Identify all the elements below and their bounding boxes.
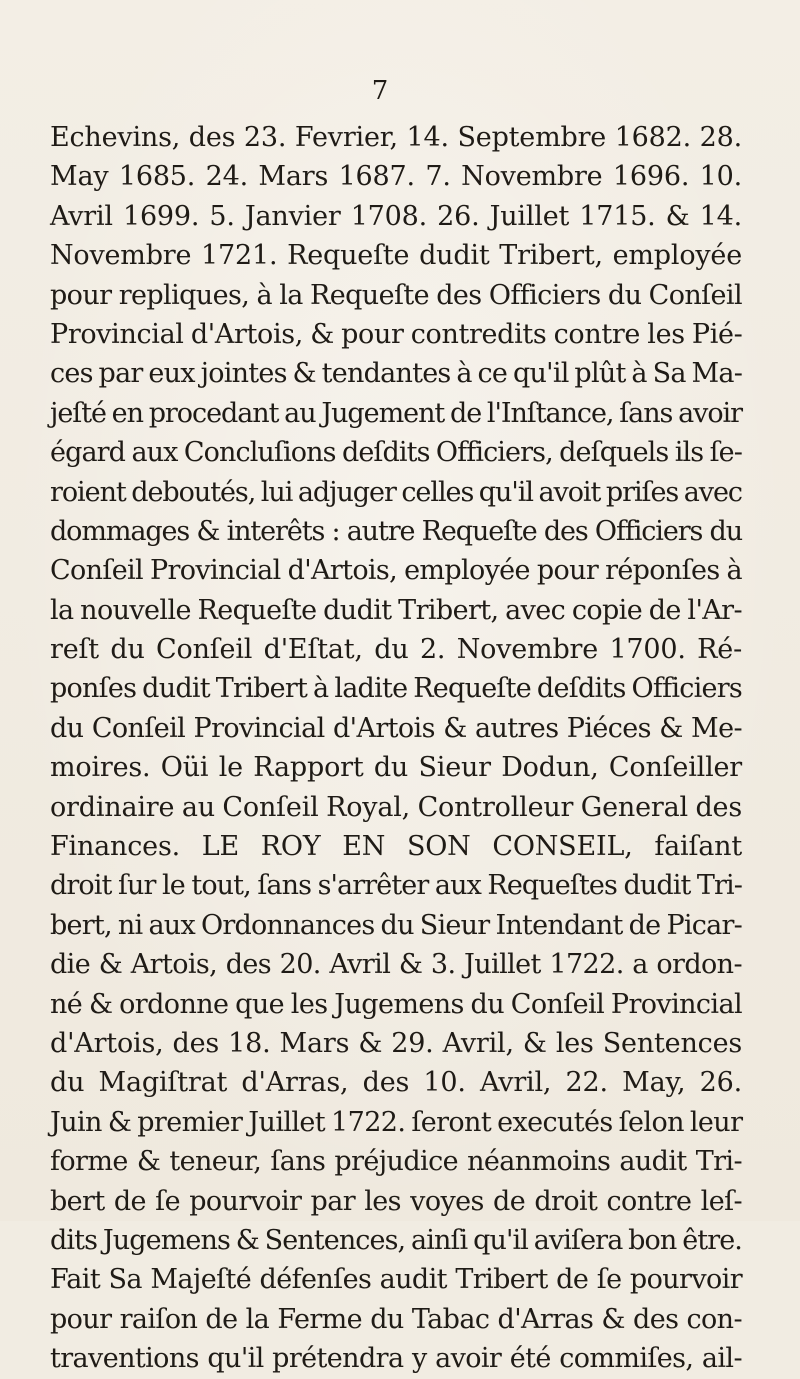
text-line: dommages & interêts : autre Requeſte des Officiers du [50,515,742,547]
text-line: Echevins, des 23. Fevrier, 14. Septembre 1682. 28. [50,122,742,153]
text-line: d'Artois, des 18. Mars & 29. Avril, & les Sentences [50,1027,742,1059]
text-line: ordinaire au Conſeil Royal, Controlleur General des [50,791,742,823]
text-line: forme & teneur, ſans préjudice néanmoins audit Tri- [50,1146,742,1178]
text-line: du Conſeil Provincial d'Artois & autres Piéces & Me- [50,712,742,744]
text-line: ces par eux jointes & tendantes à ce qu'il plût à Sa Ma- [50,358,743,390]
text-line: Provincial d'Artois, & pour contredits contre les Pié- [50,318,743,350]
body-text [50,118,742,1379]
text-line: Novembre 1721. Requeſte dudit Tribert, employée [50,240,742,272]
text-line: roient deboutés, lui adjuger celles qu'il avoit priſes avec [50,476,742,508]
text-line: droit ſur le tout, ſans s'arrêter aux Requeſtes dudit Tri- [50,870,742,902]
text-line: Juin & premier Juillet 1722. ſeront executés ſelon leur [50,1106,743,1138]
text-line: égard aux Concluſions deſdits Officiers, deſquels ils ſe- [50,437,742,469]
text-line: né & ordonne que les Jugemens du Conſeil Provincial [50,988,742,1020]
text-line: bert de ſe pourvoir par les voyes de droit contre leſ- [50,1185,742,1217]
text-line: May 1685. 24. Mars 1687. 7. Novembre 1696. 10. [50,161,742,193]
text-line: traventions qu'il prétendra y avoir été commiſes, ail- [50,1343,742,1375]
text-line: moires. Oüi le Rapport du Sieur Dodun, Conſeiller [50,752,742,784]
text-line: la nouvelle Requeſte dudit Tribert, avec copie de l'Ar- [50,594,742,626]
text-line: ponſes dudit Tribert à ladite Requeſte deſdits Officiers [50,673,742,705]
text-line: du Magiſtrat d'Arras, des 10. Avril, 22. May, 26. [50,1067,742,1099]
text-line: Conſeil Provincial d'Artois, employée pour réponſes à [50,555,742,587]
text-line: bert, ni aux Ordonnances du Sieur Intendant de Picar- [50,909,742,941]
text-line: jeſté en procedant au Jugement de l'Inſtance, ſans avoir [50,397,742,429]
text-line: pour repliques, à la Requeſte des Officiers du Conſeil [50,279,742,311]
text-line: Fait Sa Majeſté défenſes audit Tribert de ſe pourvoir [50,1264,742,1296]
text-line: reſt du Conſeil d'Eſtat, du 2. Novembre 1700. Ré- [50,634,742,666]
text-line: Avril 1699. 5. Janvier 1708. 26. Juillet 1715. & 14. [50,200,742,232]
text-line: die & Artois, des 20. Avril & 3. Juillet 1722. a ordon- [50,949,742,981]
page-number: 7 [371,76,389,106]
text-line: Finances. LE ROY EN SON CONSEIL, faiſant [50,831,742,863]
text-line: dits Jugemens & Sentences, ainſi qu'il aviſera bon être. [50,1224,742,1256]
text-line: pour raiſon de la Ferme du Tabac d'Arras & des con- [50,1303,742,1335]
